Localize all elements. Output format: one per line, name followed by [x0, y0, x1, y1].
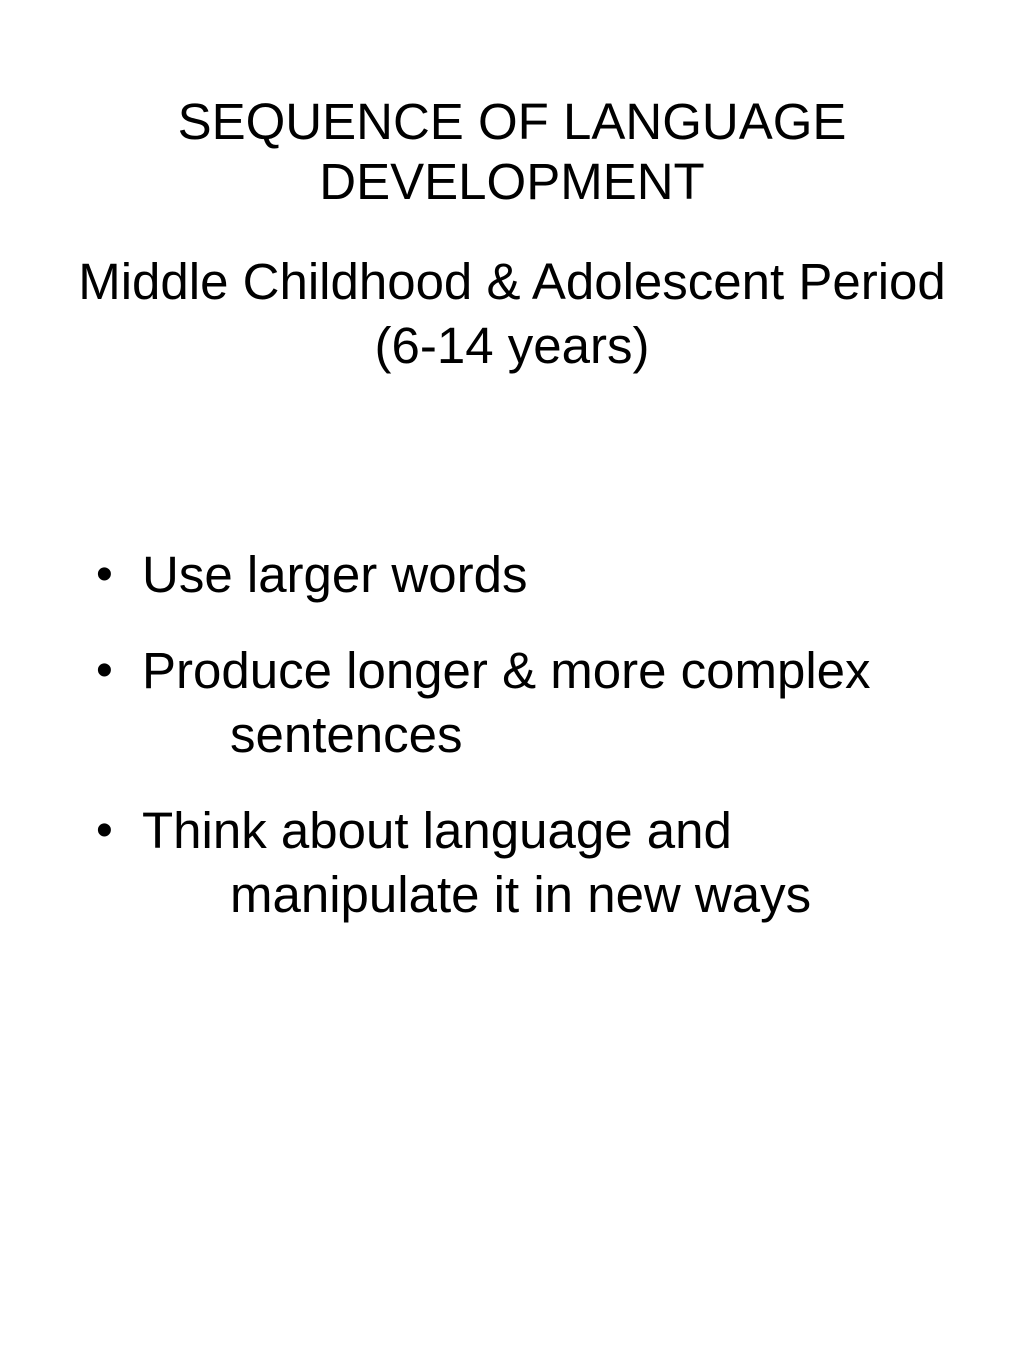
- subtitle-line-2: (6-14 years): [374, 317, 650, 374]
- subtitle-line-1: Middle Childhood & Adolescent Period: [78, 253, 946, 310]
- bullet-2-text-line-2: sentences: [230, 706, 463, 763]
- bullet-2-text-line-1: Produce longer & more complex: [142, 642, 871, 699]
- title-line-1: SEQUENCE OF LANGUAGE: [177, 93, 847, 150]
- bullet-marker: •: [96, 548, 113, 601]
- bullet-marker: •: [96, 804, 113, 857]
- bullet-3-text-line-1: Think about language and: [142, 802, 732, 859]
- bullet-3-text-line-2: manipulate it in new ways: [230, 866, 812, 923]
- bullet-1-text: Use larger words: [142, 546, 528, 603]
- title-line-2: DEVELOPMENT: [319, 153, 705, 210]
- bullet-marker: •: [96, 644, 113, 697]
